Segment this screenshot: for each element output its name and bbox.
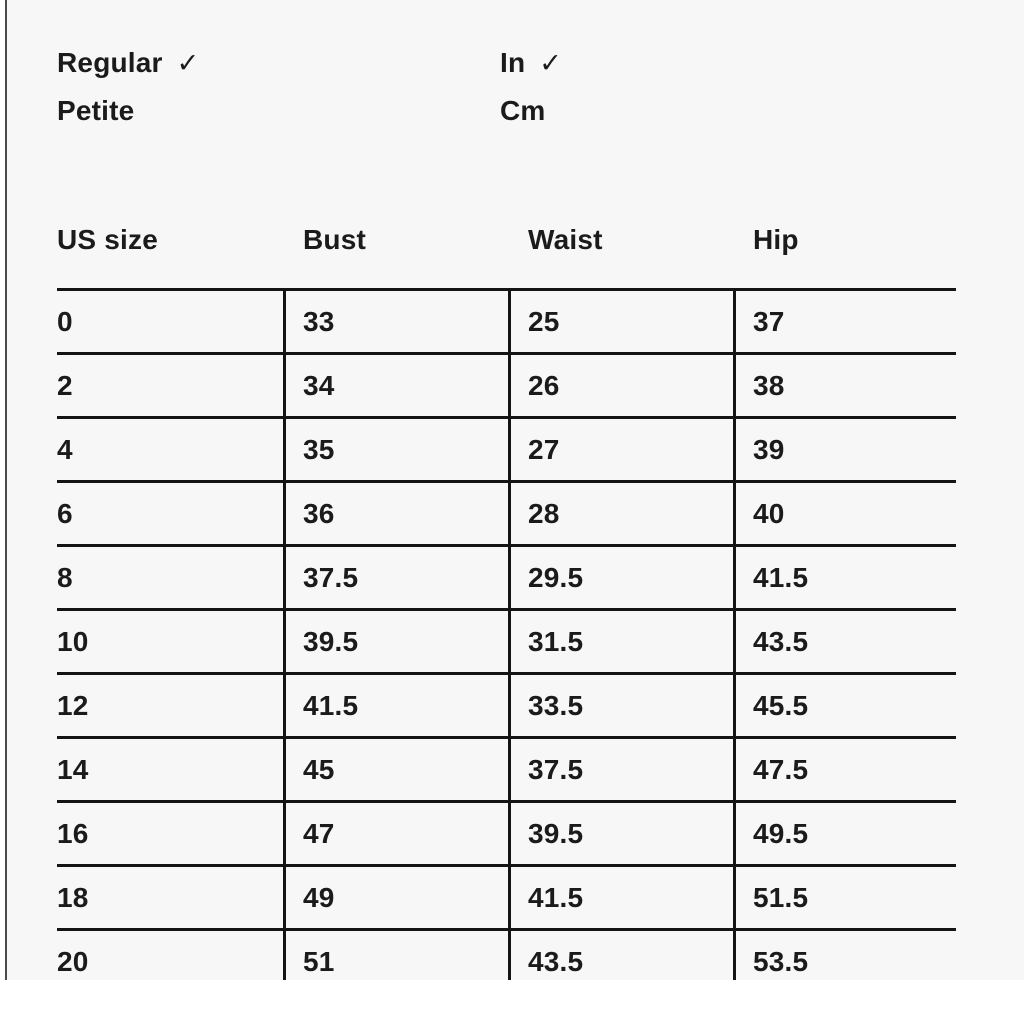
- waist-cell: 39.5: [508, 803, 733, 864]
- waist-cell: 43.5: [508, 931, 733, 980]
- hip-cell: 51.5: [733, 867, 956, 928]
- size-cell: 12: [57, 689, 89, 721]
- waist-cell: 41.5: [508, 867, 733, 928]
- waist-cell: 28: [508, 483, 733, 544]
- size-table-header: [57, 224, 956, 256]
- table-row: [57, 544, 956, 608]
- size-cell: 14: [57, 753, 89, 785]
- bust-cell: 45: [283, 739, 508, 800]
- waist-cell: 33.5: [508, 675, 733, 736]
- table-row: [57, 352, 956, 416]
- table-row: [57, 864, 956, 928]
- hip-cell: 47.5: [733, 739, 956, 800]
- bust-cell: 39.5: [283, 611, 508, 672]
- bust-cell: 47: [283, 803, 508, 864]
- column-header-hip: Hip: [753, 224, 799, 255]
- fit-option-petite-label: Petite: [57, 95, 135, 126]
- hip-cell: 43.5: [733, 611, 956, 672]
- table-row: [57, 800, 956, 864]
- table-row: [57, 672, 956, 736]
- bust-cell: 41.5: [283, 675, 508, 736]
- waist-cell: 37.5: [508, 739, 733, 800]
- check-icon: ✓: [539, 47, 563, 78]
- table-row: [57, 288, 956, 352]
- column-header-waist: Waist: [528, 224, 603, 255]
- bust-cell: 37.5: [283, 547, 508, 608]
- waist-cell: 31.5: [508, 611, 733, 672]
- bust-cell: 36: [283, 483, 508, 544]
- fit-selector: [57, 39, 199, 135]
- table-row: [57, 928, 956, 980]
- size-cell: 18: [57, 881, 89, 913]
- fit-option-regular-label: Regular: [57, 47, 163, 78]
- bust-cell: 35: [283, 419, 508, 480]
- table-row: [57, 480, 956, 544]
- waist-cell: 27: [508, 419, 733, 480]
- hip-cell: 38: [733, 355, 956, 416]
- bust-cell: 34: [283, 355, 508, 416]
- unit-selector: [500, 39, 562, 135]
- size-table: [57, 288, 956, 980]
- hip-cell: 39: [733, 419, 956, 480]
- unit-option-in-label: In: [500, 47, 526, 78]
- size-cell: 10: [57, 625, 89, 657]
- fit-option-regular[interactable]: [57, 39, 199, 87]
- hip-cell: 41.5: [733, 547, 956, 608]
- waist-cell: 26: [508, 355, 733, 416]
- waist-cell: 25: [508, 291, 733, 352]
- unit-option-cm[interactable]: [500, 87, 562, 135]
- size-cell: 20: [57, 945, 89, 977]
- table-row: [57, 416, 956, 480]
- size-guide-panel: [5, 0, 1024, 980]
- unit-option-cm-label: Cm: [500, 95, 546, 126]
- column-header-us-size: US size: [57, 224, 158, 255]
- column-header-bust: Bust: [303, 224, 367, 255]
- bust-cell: 49: [283, 867, 508, 928]
- hip-cell: 37: [733, 291, 956, 352]
- hip-cell: 40: [733, 483, 956, 544]
- unit-option-in[interactable]: [500, 39, 562, 87]
- table-row: [57, 736, 956, 800]
- waist-cell: 29.5: [508, 547, 733, 608]
- bust-cell: 33: [283, 291, 508, 352]
- size-cell: 6: [57, 497, 73, 529]
- size-cell: 4: [57, 433, 73, 465]
- hip-cell: 53.5: [733, 931, 956, 980]
- fit-option-petite[interactable]: [57, 87, 199, 135]
- size-cell: 16: [57, 817, 89, 849]
- size-cell: 8: [57, 561, 73, 593]
- size-cell: 0: [57, 305, 73, 337]
- hip-cell: 49.5: [733, 803, 956, 864]
- hip-cell: 45.5: [733, 675, 956, 736]
- bust-cell: 51: [283, 931, 508, 980]
- table-row: [57, 608, 956, 672]
- size-cell: 2: [57, 369, 73, 401]
- check-icon: ✓: [176, 47, 200, 78]
